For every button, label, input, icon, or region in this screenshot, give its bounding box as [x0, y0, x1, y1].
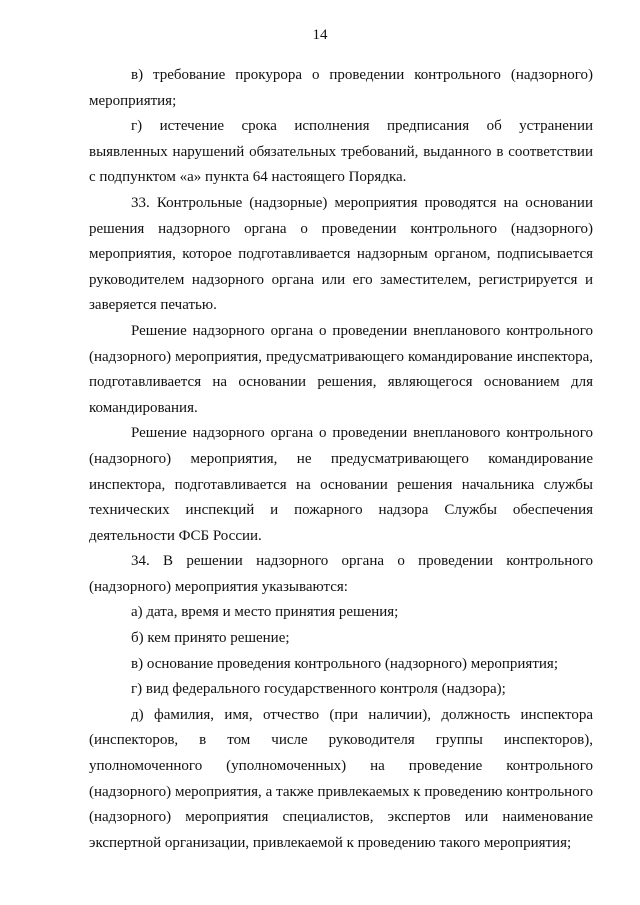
paragraph-item-d: д) фамилия, имя, отчество (при наличии), должность инспектора (инспекторов, в том числе руководителя группы инспекторов), уполномоченного (уполномоченных) на проведение контрольного (надзорного) мероприятия, а также привлекаемых к проведению контрольного (надзорного) мероприятия специалистов, экспертов или наименование экспертной организации, привлекаемой к проведению такого мероприятия;: [89, 706, 593, 851]
paragraph-item-a: а) дата, время и место принятия решения;: [131, 604, 399, 621]
paragraph-item-v: в) основание проведения контрольного (надзорного) мероприятия;: [131, 655, 558, 672]
paragraph-item-g-order-expiry: г) истечение срока исполнения предписания об устранении выявленных нарушений обязательных требований, выданного в соответствии с подпунктом «а» пункта 64 настоящего Порядка.: [89, 118, 593, 186]
paragraph-34: 34. В решении надзорного органа о проведении контрольного (надзорного) мероприятия указываются:: [89, 553, 593, 595]
paragraph-item-g: г) вид федерального государственного контроля (надзора);: [131, 681, 506, 698]
paragraph-33: 33. Контрольные (надзорные) мероприятия проводятся на основании решения надзорного органа о проведении контрольного (надзорного) мероприятия, которое подготавливается надзорным органом, подписывается руководителем надзорного органа или его заместителем, регистрируется и заверяется печатью.: [89, 194, 593, 314]
paragraph-decision-without-travel: Решение надзорного органа о проведении внепланового контрольного (надзорного) мероприятия, не предусматривающего командирование инспектора, подготавливается на основании решения начальника службы технических инспекций и пожарного надзора Службы обеспечения деятельности ФСБ России.: [89, 425, 593, 544]
document-body: [89, 63, 593, 856]
paragraph-item-v-prosecutor-demand: в) требование прокурора о проведении контрольного (надзорного) мероприятия;: [89, 67, 593, 109]
page-number: 14: [312, 27, 328, 43]
paragraph-item-b: б) кем принято решение;: [131, 630, 290, 647]
paragraph-decision-with-travel: Решение надзорного органа о проведении внепланового контрольного (надзорного) мероприятия, предусматривающего командирование инспектора, подготавливается на основании решения, являющегося основанием для командирования.: [89, 322, 593, 416]
